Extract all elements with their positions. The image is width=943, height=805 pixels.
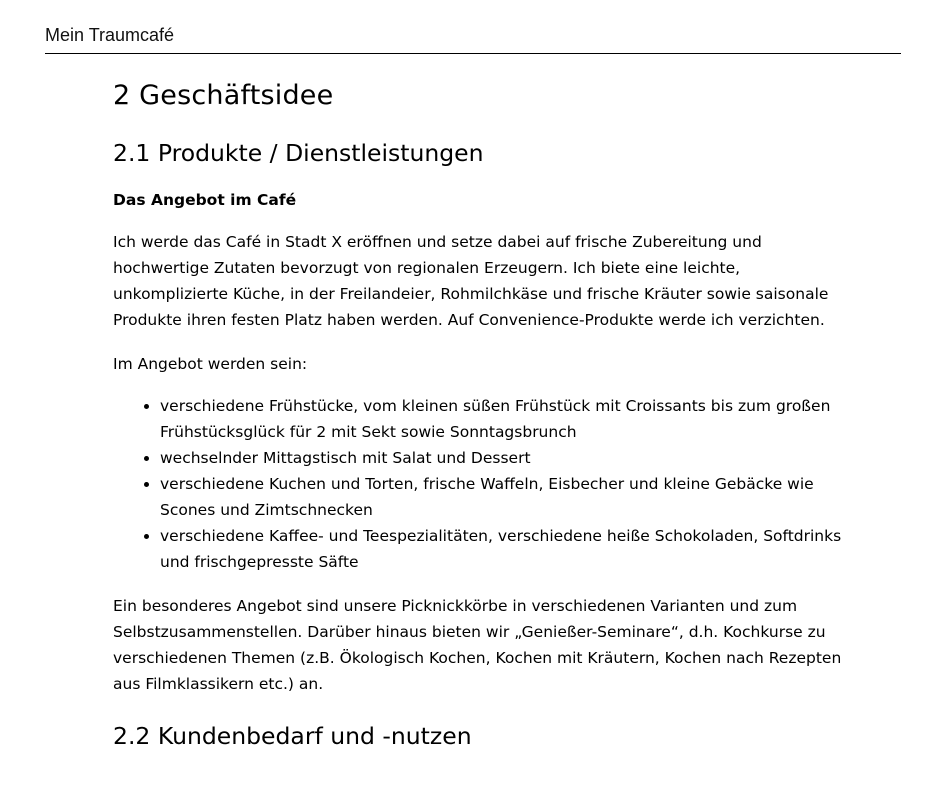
list-intro: Im Angebot werden sein: [113, 355, 308, 373]
document-body [113, 78, 843, 752]
list-item: • verschiedene Frühstücke, vom kleinen süßen Frühstück mit Croissants bis zum großen Frühstücksglück für 2 mit Sekt sowie Sonntagsbrunch [160, 393, 843, 445]
closing-paragraph: Ein besonderes Angebot sind unsere Picknickkörbe in verschiedenen Varianten und zum Selbstzusammenstellen. Darüber hinaus bieten wir „Genießer-Seminare“, d.h. Kochkurse zu verschiedenen Themen (z.B. Ökologisch Kochen, Kochen mit Kräutern, Kochen nach Rezepten aus Filmklassikern etc.) an. [113, 597, 842, 693]
subsection-heading-products: 2.1 Produkte / Dienstleistungen [113, 139, 484, 167]
list-item: • verschiedene Kuchen und Torten, frische Waffeln, Eisbecher und kleine Gebäcke wie Scones und Zimtschnecken [160, 471, 843, 523]
offer-list [113, 393, 843, 575]
list-item: • verschiedene Kaffee- und Teespezialitäten, verschiedene heiße Schokoladen, Softdrinks und frischgepresste Säfte [160, 523, 843, 575]
intro-paragraph: Ich werde das Café in Stadt X eröffnen und setze dabei auf frische Zubereitung und hochwertige Zutaten bevorzugt von regionalen Erzeugern. Ich biete eine leichte, unkomplizierte Küche, in der Freilandeier, Rohmilchkäse und frische Kräuter sowie saisonale Produkte ihren festen Platz haben werden. Auf Convenience-Produkte werde ich verzichten. [113, 233, 829, 329]
running-header: Mein Traumcafé [45, 25, 175, 45]
list-item: • wechselnder Mittagstisch mit Salat und Dessert [160, 445, 843, 471]
offer-title: Das Angebot im Café [113, 191, 297, 209]
header-divider [45, 53, 901, 54]
section-heading: 2 Geschäftsidee [113, 80, 334, 111]
subsection-heading-customer-needs: 2.2 Kundenbedarf und -nutzen [113, 722, 472, 750]
